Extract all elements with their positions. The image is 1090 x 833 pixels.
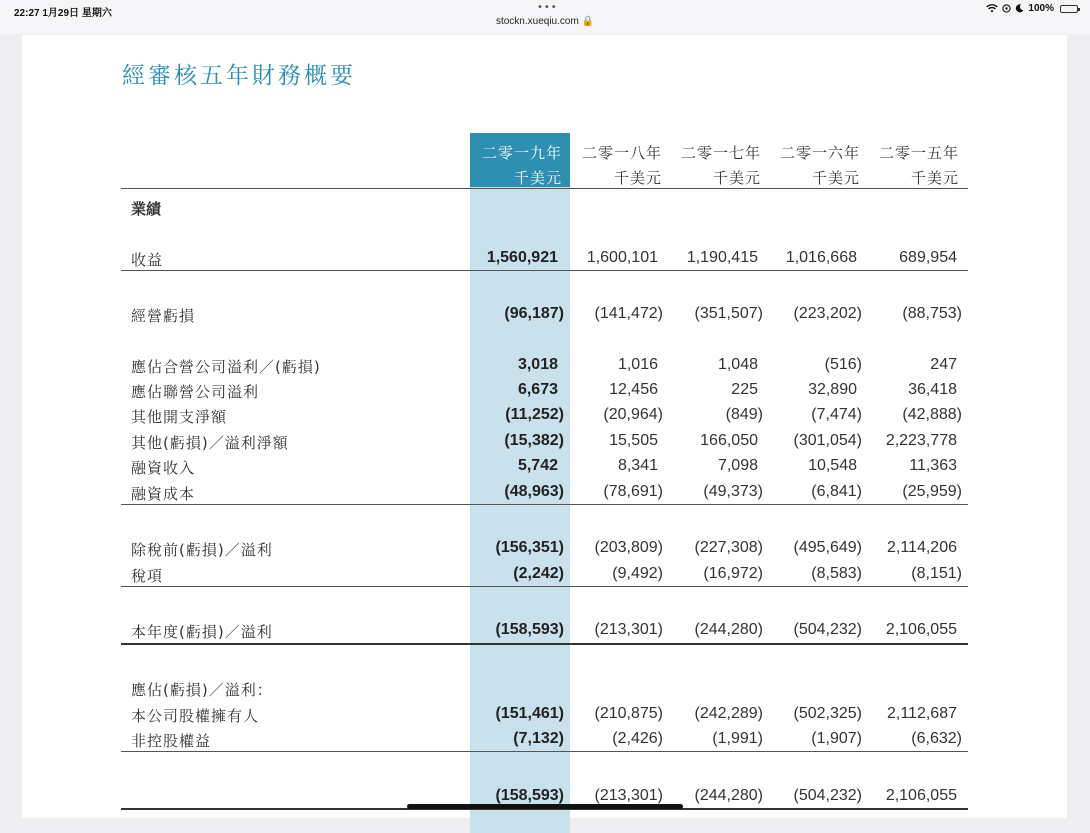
cell-value: (151,461) [495, 705, 564, 722]
cell-value: (11,252) [505, 406, 564, 423]
cell-value: (9,492) [612, 565, 663, 582]
cell-value: (244,280) [694, 621, 763, 638]
cell-value: 1,560,921 [486, 249, 558, 266]
column-unit: 千美元 [811, 169, 860, 187]
row-label: 其他開支淨額 [131, 408, 228, 426]
row-label: 本公司股權擁有人 [131, 707, 260, 725]
row-label: 非控股權益 [131, 732, 212, 750]
cell-value: (7,474) [811, 406, 862, 423]
cell-value: (158,593) [495, 787, 564, 804]
cell-value: 1,048 [717, 356, 758, 373]
cell-value: 15,505 [609, 432, 658, 449]
moon-icon [1015, 4, 1024, 13]
page-title: 經審核五年財務概要 [122, 63, 356, 89]
cell-value: (1,907) [811, 730, 862, 747]
cell-value: 11,363 [909, 457, 957, 474]
cell-value: 166,050 [700, 432, 758, 449]
cell-value: (141,472) [594, 305, 663, 322]
cell-value: (2,426) [612, 730, 663, 747]
cell-value: 2,112,687 [887, 705, 957, 722]
more-dots-icon[interactable]: ••• [537, 2, 558, 13]
cell-value: (227,308) [694, 539, 763, 556]
document-page [22, 35, 1067, 818]
row-rule [121, 643, 968, 645]
row-label: 融資收入 [131, 459, 196, 477]
cell-value: 689,954 [899, 249, 957, 266]
cell-value: 1,600,101 [586, 249, 658, 266]
battery-percent: 100% [1028, 3, 1054, 14]
cell-value: (504,232) [793, 787, 862, 804]
cell-value: 247 [930, 356, 957, 373]
wifi-icon [986, 4, 998, 13]
column-unit: 千美元 [712, 169, 761, 187]
column-header-2018 [562, 141, 662, 191]
cell-value: (16,972) [703, 565, 763, 582]
cell-value: 2,114,206 [887, 539, 957, 556]
cell-value: (6,632) [911, 730, 962, 747]
column-year: 二零一七年 [680, 144, 761, 162]
cell-value: (223,202) [793, 305, 862, 322]
cell-value: 1,190,415 [686, 249, 758, 266]
cell-value: (242,289) [694, 705, 763, 722]
cell-value: (351,507) [694, 305, 763, 322]
cell-value: 10,548 [808, 457, 857, 474]
cell-value: 6,673 [517, 381, 558, 398]
cell-value: (301,054) [793, 432, 862, 449]
cell-value: (15,382) [504, 432, 564, 449]
section-heading-results: 業績 [131, 200, 162, 218]
cell-value: 2,223,778 [885, 432, 957, 449]
status-right [986, 3, 1078, 14]
cell-value: 225 [731, 381, 758, 398]
column-year: 二零一九年 [481, 144, 562, 162]
cell-value: (6,841) [811, 483, 862, 500]
cell-value: 32,890 [808, 381, 857, 398]
cell-value: (156,351) [495, 539, 564, 556]
row-rule [121, 586, 968, 587]
row-rule [121, 270, 968, 271]
column-unit: 千美元 [613, 169, 662, 187]
cell-value: (213,301) [594, 787, 663, 804]
cell-value: (1,991) [712, 730, 763, 747]
cell-value: (158,593) [495, 621, 564, 638]
column-header-2015 [859, 141, 959, 191]
home-indicator[interactable] [407, 804, 683, 809]
cell-value: 2,106,055 [885, 621, 957, 638]
cell-value: (516) [824, 356, 862, 373]
cell-value: (48,963) [504, 483, 564, 500]
cell-value: (7,132) [513, 730, 564, 747]
cell-value: (244,280) [694, 787, 763, 804]
column-year: 二零一六年 [779, 144, 860, 162]
status-bar [0, 0, 1090, 34]
cell-value: 12,456 [609, 381, 658, 398]
cell-value: 2,106,055 [885, 787, 957, 804]
column-header-2019 [462, 141, 562, 191]
url-label[interactable]: stockn.xueqiu.com 🔒 [495, 16, 595, 27]
row-label: 收益 [131, 251, 164, 269]
cell-value: 8,341 [617, 457, 658, 474]
column-year: 二零一五年 [878, 144, 959, 162]
cell-value: (213,301) [594, 621, 663, 638]
cell-value: (210,875) [594, 705, 663, 722]
cell-value: (203,809) [594, 539, 663, 556]
row-label: 其他(虧損)／溢利淨額 [131, 434, 289, 452]
cell-value: 3,018 [517, 356, 558, 373]
battery-icon [1060, 5, 1078, 13]
cell-value: (42,888) [902, 406, 962, 423]
row-label: 本年度(虧損)／溢利 [131, 623, 273, 641]
cell-value: 7,098 [717, 457, 758, 474]
cell-value: 5,742 [517, 457, 558, 474]
column-unit: 千美元 [910, 169, 959, 187]
row-label: 應佔合營公司溢利／(虧損) [131, 358, 321, 376]
column-year: 二零一八年 [581, 144, 662, 162]
location-icon [1002, 4, 1011, 13]
cell-value: 1,016 [617, 356, 658, 373]
cell-value: (88,753) [902, 305, 962, 322]
header-rule [121, 188, 968, 189]
cell-value: (96,187) [504, 305, 564, 322]
cell-value: (849) [725, 406, 763, 423]
status-time: 22:27 1月29日 星期六 [14, 8, 112, 19]
row-label: 經營虧損 [131, 307, 196, 325]
row-rule [121, 751, 968, 752]
cell-value: (25,959) [902, 483, 962, 500]
row-label: 除稅前(虧損)／溢利 [131, 541, 273, 559]
cell-value: (8,583) [811, 565, 862, 582]
cell-value: (20,964) [603, 406, 663, 423]
cell-value: (495,649) [793, 539, 862, 556]
row-label: 融資成本 [131, 485, 196, 503]
cell-value: (78,691) [603, 483, 663, 500]
cell-value: 36,418 [908, 381, 957, 398]
cell-value: (8,151) [911, 565, 962, 582]
row-rule [121, 504, 968, 505]
cell-value: (2,242) [513, 565, 564, 582]
cell-value: (502,325) [793, 705, 862, 722]
cell-value: 1,016,668 [785, 249, 857, 266]
cell-value: (504,232) [793, 621, 862, 638]
row-label: 應佔聯營公司溢利 [131, 383, 260, 401]
row-label: 稅項 [131, 567, 164, 585]
row-label: 應佔(虧損)／溢利： [131, 681, 273, 699]
column-header-2017 [661, 141, 761, 191]
cell-value: (49,373) [703, 483, 763, 500]
column-header-2016 [760, 141, 860, 191]
column-unit: 千美元 [513, 169, 562, 187]
